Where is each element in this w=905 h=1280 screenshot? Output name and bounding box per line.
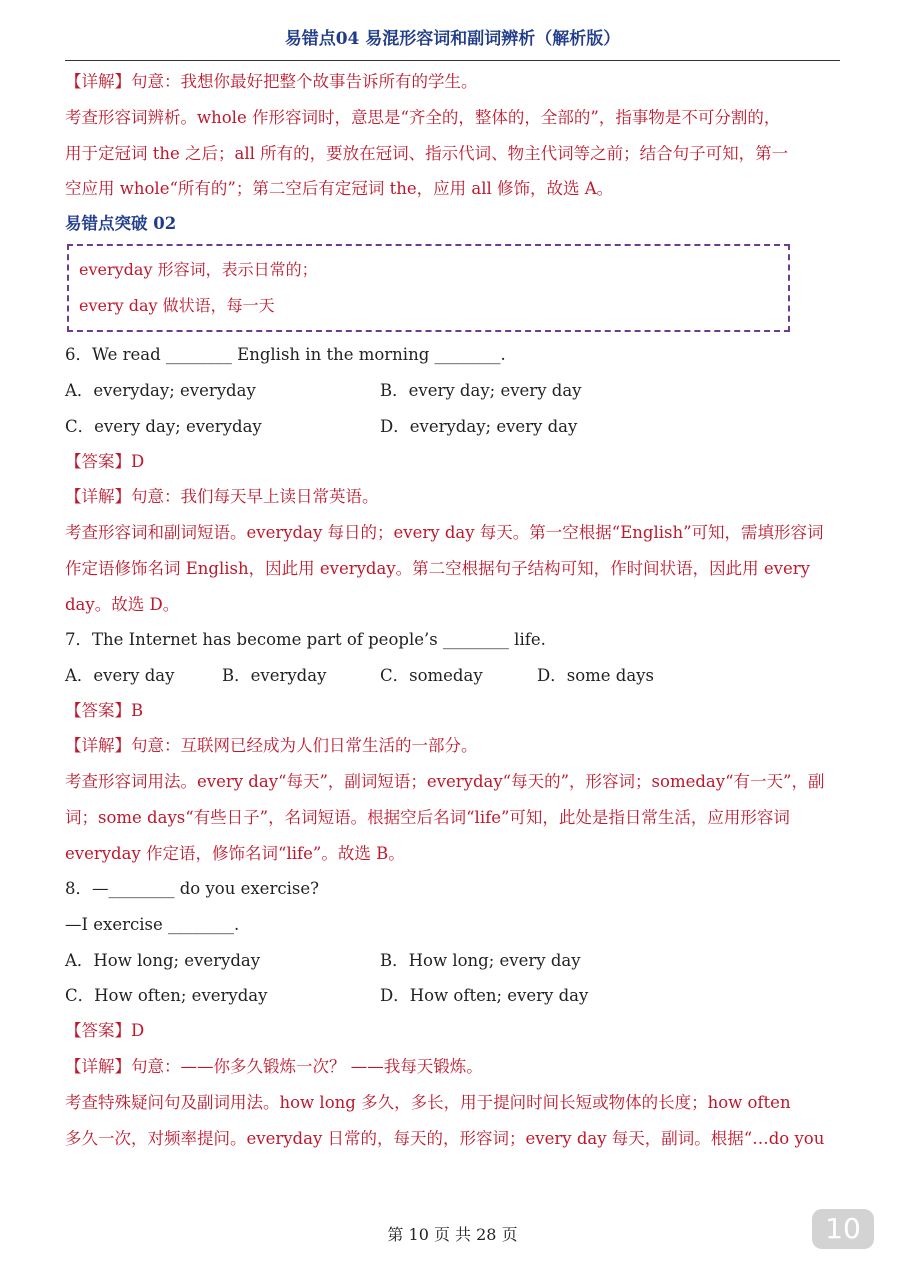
- question-6-analysis-line: 考查形容词和副词短语。everyday 每日的；every day 每天。第一空根据“English”可知，需填形容词: [65, 523, 824, 542]
- question-6-option-a: A．everyday; everyday: [65, 381, 256, 400]
- question-6-stem: 6．We read ________ English in the morning ________.: [65, 345, 506, 364]
- tip-line: everyday 形容词，表示日常的；: [79, 260, 318, 279]
- tip-heading: 易错点突破 02: [65, 214, 177, 233]
- question-8-stem: 8．—________ do you exercise?: [65, 879, 319, 898]
- question-8-detail: 【详解】句意：——你多久锻炼一次？ ——我每天锻炼。: [65, 1057, 483, 1076]
- page-number-badge: 10: [812, 1209, 874, 1249]
- question-7-option-a: A．every day: [65, 666, 175, 685]
- question-6-option-c: C．every day; everyday: [65, 417, 262, 436]
- question-6-analysis-line: 作定语修饰名词 English，因此用 everyday。第二空根据句子结构可知，作时间状语，因此用 every: [65, 559, 810, 578]
- question-7-option-c: C．someday: [380, 666, 483, 685]
- header-divider: [65, 60, 840, 61]
- question-8-option-d: D．How often; every day: [380, 986, 589, 1005]
- question-7-stem: 7．The Internet has become part of people’s ________ life.: [65, 630, 546, 649]
- intro-analysis-line: 考查形容词辨析。whole 作形容词时，意思是“齐全的，整体的，全部的”，指事物是不可分割的，: [65, 108, 781, 127]
- tip-line: every day 做状语，每一天: [79, 296, 275, 315]
- question-6-options-row: [65, 415, 845, 439]
- question-6-answer: 【答案】D: [65, 452, 145, 471]
- page-header-title: 易错点04 易混形容词和副词辨析（解析版）: [284, 29, 621, 49]
- question-8-analysis-line: 考查特殊疑问句及副词用法。how long 多久，多长，用于提问时间长短或物体的长度；how often: [65, 1093, 791, 1112]
- question-8-options-row: [65, 949, 845, 973]
- tip-box: [67, 244, 790, 332]
- question-7-option-d: D．some days: [537, 666, 654, 685]
- question-7-analysis-line: everyday 作定语，修饰名词“life”。故选 B。: [65, 844, 405, 863]
- intro-detail: 【详解】句意：我想你最好把整个故事告诉所有的学生。: [65, 72, 478, 91]
- intro-analysis-line: 空应用 whole“所有的”；第二空后有定冠词 the，应用 all 修饰，故选 A。: [65, 179, 614, 198]
- question-8-answer: 【答案】D: [65, 1021, 145, 1040]
- question-6-options-row: [65, 379, 845, 403]
- question-8-analysis-line: 多久一次，对频率提问。everyday 日常的，每天的，形容词；every day 每天，副词。根据“…do you: [65, 1129, 825, 1148]
- question-8-option-a: A．How long; everyday: [65, 951, 261, 970]
- question-7-option-b: B．everyday: [222, 666, 327, 685]
- question-8-option-c: C．How often; everyday: [65, 986, 268, 1005]
- question-7-analysis-line: 词；some days“有些日子”，名词短语。根据空后名词“life”可知，此处是指日常生活，应用形容词: [65, 808, 790, 827]
- question-7-answer: 【答案】B: [65, 701, 144, 720]
- question-8-options-row: [65, 984, 845, 1008]
- intro-analysis-line: 用于定冠词 the 之后；all 所有的，要放在冠词、指示代词、物主代词等之前；结合句子可知，第一: [65, 144, 789, 163]
- question-6-analysis-line: day。故选 D。: [65, 595, 180, 614]
- question-8-stem-reply: —I exercise ________.: [65, 915, 240, 934]
- question-6-detail: 【详解】句意：我们每天早上读日常英语。: [65, 487, 379, 506]
- question-7-analysis-line: 考查形容词用法。every day“每天”，副词短语；everyday“每天的”，形容词；someday“有一天”，副: [65, 772, 825, 791]
- question-7-detail: 【详解】句意：互联网已经成为人们日常生活的一部分。: [65, 736, 478, 755]
- question-6-option-b: B．every day; every day: [380, 381, 582, 400]
- question-8-option-b: B．How long; every day: [380, 951, 581, 970]
- page-footer: 第 10 页 共 28 页: [387, 1225, 518, 1244]
- question-6-option-d: D．everyday; every day: [380, 417, 578, 436]
